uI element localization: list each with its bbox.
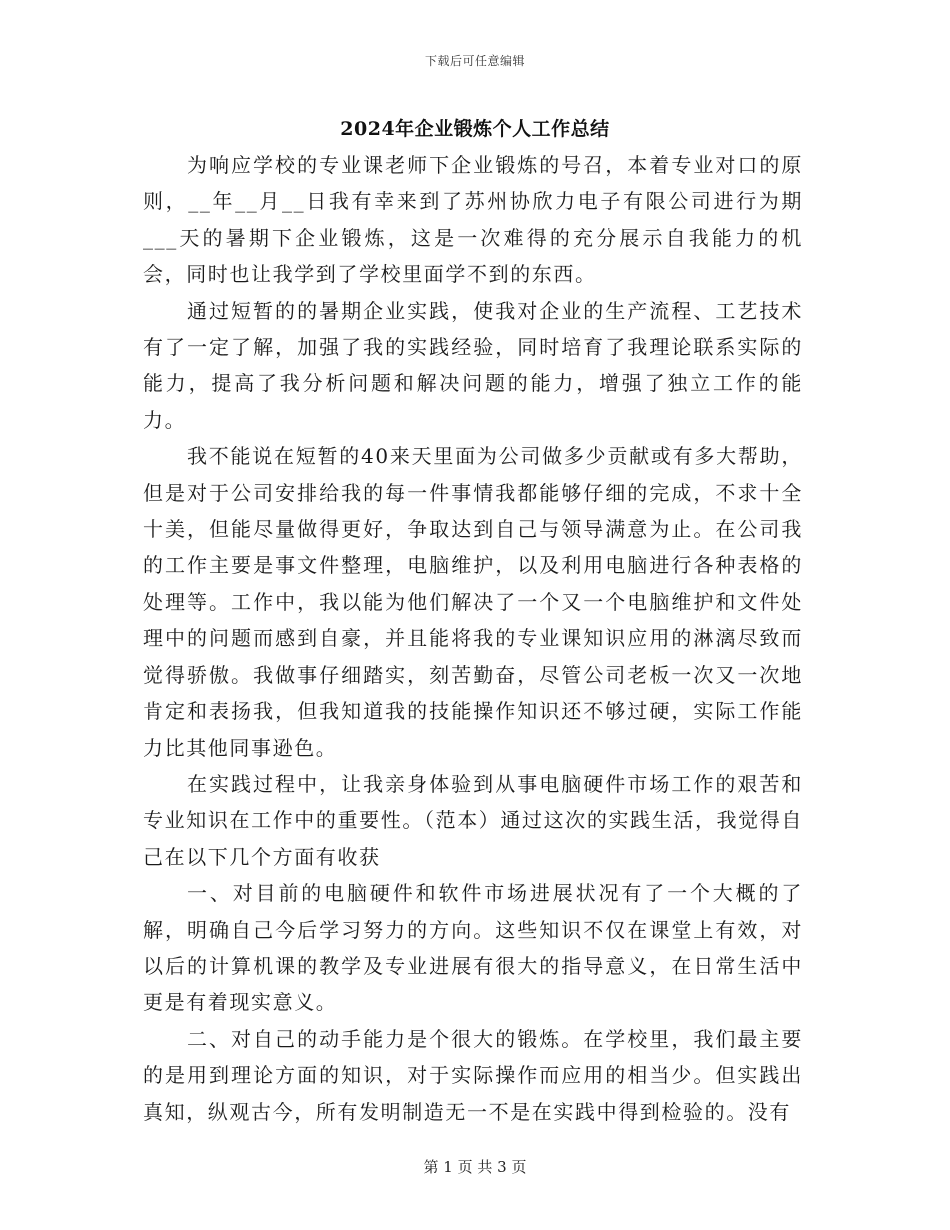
page-number: 第 1 页 共 3 页 [423,1158,527,1176]
paragraph: 在实践过程中，让我亲身体验到从事电脑硬件市场工作的艰苦和专业知识在工作中的重要性。（范本）通过这次的实践生活，我觉得自己在以下几个方面有收获 [143,771,803,869]
paragraph: 一、对目前的电脑硬件和软件市场进展状况有了一个大概的了解，明确自己今后学习努力的方向。这些知识不仅在课堂上有效，对以后的计算机课的教学及专业进展有很大的指导意义，在日常生活中更是有着现实意义。 [143,881,803,1015]
document-body [143,147,803,1130]
paragraph: 二、对自己的动手能力是个很大的锻炼。在学校里，我们最主要的是用到理论方面的知识，对于实际操作而应用的相当少。但实践出真知，纵观古今，所有发明制造无一不是在实践中得到检验的。没有 [143,1026,803,1124]
header-note: 下载后可任意编辑 [424,54,525,68]
paragraph: 为响应学校的专业课老师下企业锻炼的号召，本着专业对口的原则，__年__月__日我有幸来到了苏州协欣力电子有限公司进行为期___天的暑期下企业锻炼，这是一次难得的充分展示自我能力的机会，同时也让我学到了学校里面学不到的东西。 [143,153,803,287]
document-title: 2024年企业锻炼个人工作总结 [340,118,610,140]
paragraph: 通过短暂的的暑期企业实践，使我对企业的生产流程、工艺技术有了一定了解，加强了我的实践经验，同时培育了我理论联系实际的能力，提高了我分析问题和解决问题的能力，增强了独立工作的能力。 [143,298,803,432]
paragraph: 我不能说在短暂的40来天里面为公司做多少贡献或有多大帮助，但是对于公司安排给我的每一件事情我都能够仔细的完成，不求十全十美，但能尽量做得更好，争取达到自己与领导满意为止。在公司我的工作主要是事文件整理，电脑维护，以及利用电脑进行各种表格的处理等。工作中，我以能为他们解决了一个又一个电脑维护和文件处理中的问题而感到自豪，并且能将我的专业课知识应用的淋漓尽致而觉得骄傲。我做事仔细踏实，刻苦勤奋，尽管公司老板一次又一次地肯定和表扬我，但我知道我的技能操作知识还不够过硬，实际工作能力比其他同事逊色。 [143,444,803,760]
